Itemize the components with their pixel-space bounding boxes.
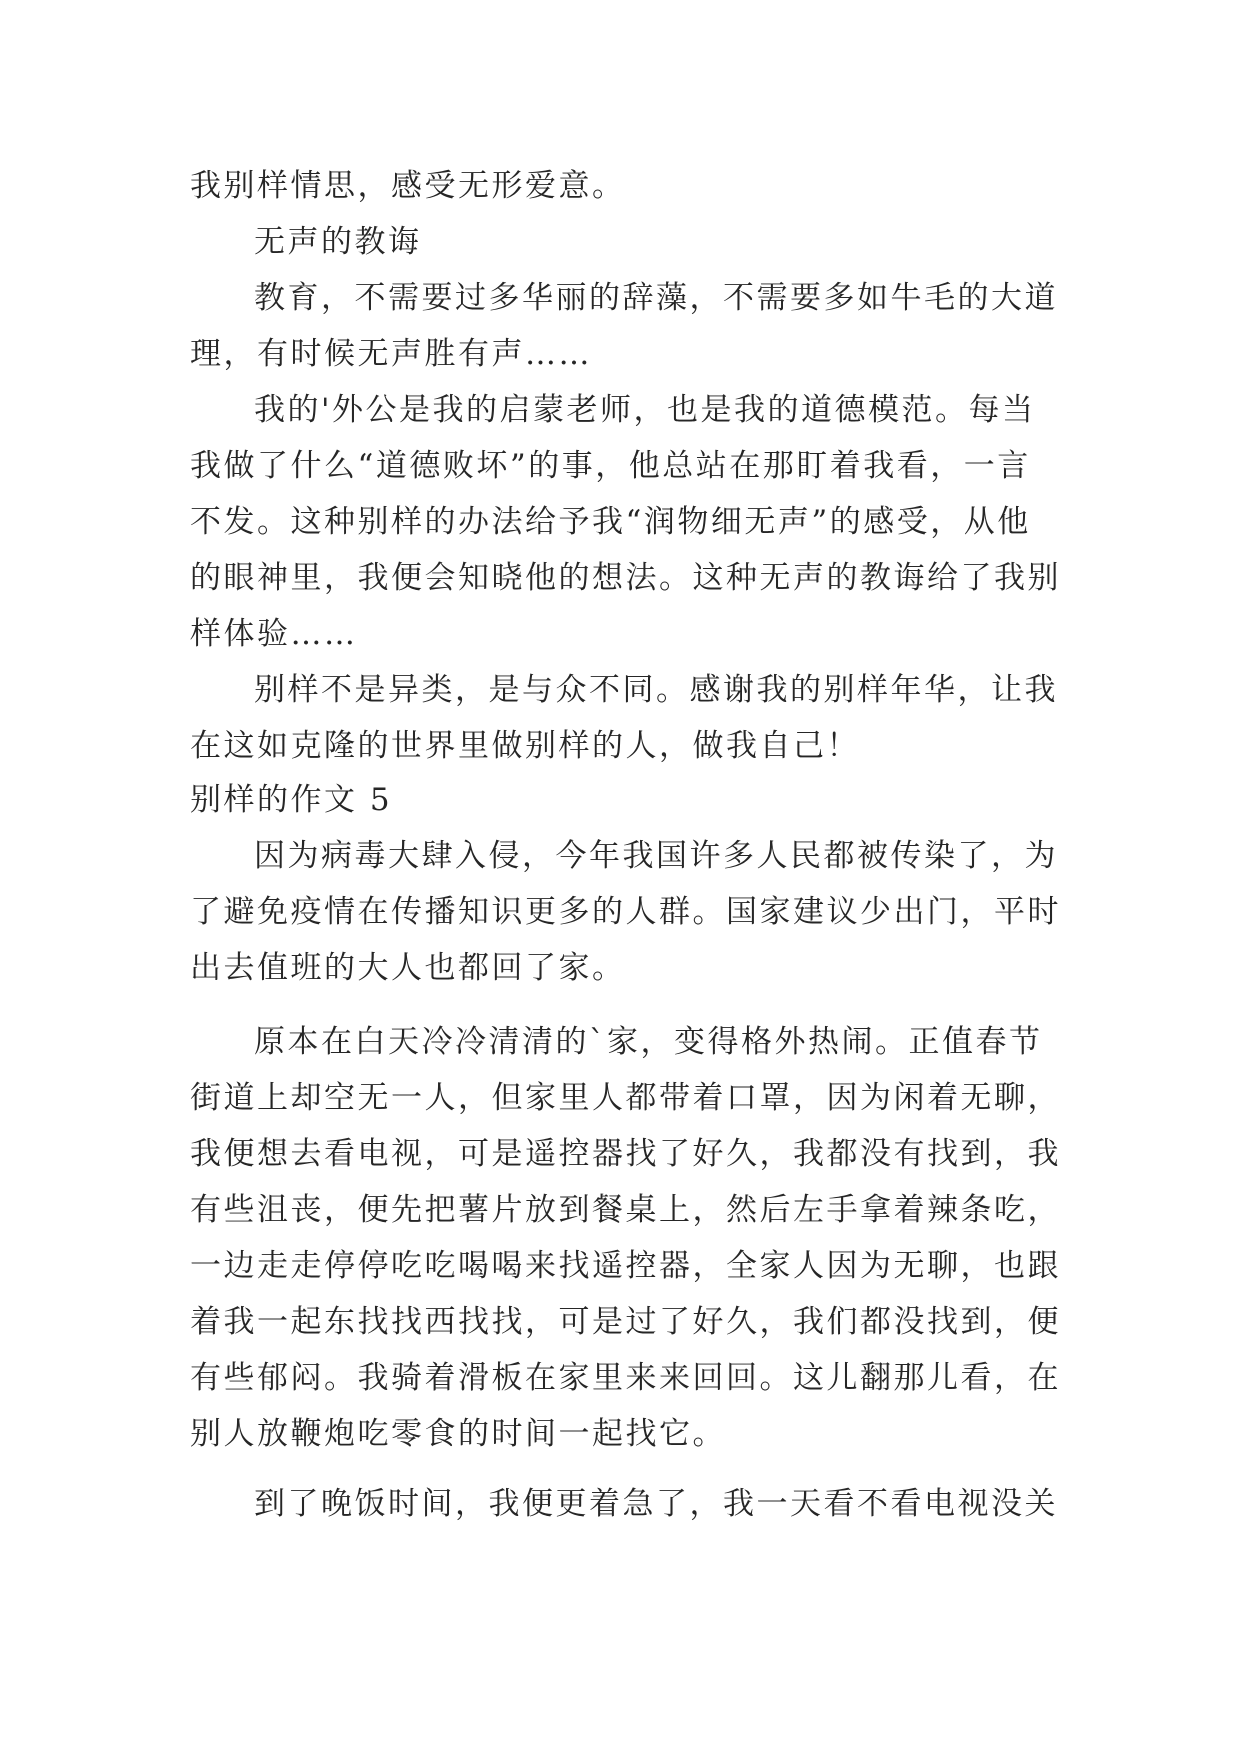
text-line: 了避免疫情在传播知识更多的人群。国家建议少出门，平时: [190, 894, 1061, 930]
text-line: 街道上却空无一人，但家里人都带着口罩，因为闲着无聊，: [190, 1080, 1061, 1116]
text-line: 样体验……: [190, 616, 358, 652]
text-line: 一边走走停停吃吃喝喝来找遥控器，全家人因为无聊，也跟: [190, 1248, 1061, 1284]
section-heading: 无声的教诲: [254, 224, 422, 260]
text-line: 出去值班的大人也都回了家。: [190, 950, 626, 986]
text-line: 不发。这种别样的办法给予我“润物细无声”的感受，从他: [190, 504, 1031, 540]
text-line: 我的'外公是我的启蒙老师，也是我的道德模范。每当: [254, 392, 1036, 428]
text-line: 着我一起东找找西找找，可是过了好久，我们都没找到，便: [190, 1304, 1061, 1340]
text-line: 我做了什么“道德败坏”的事，他总站在那盯着我看，一言: [190, 448, 1031, 484]
text-line: 我别样情思，感受无形爱意。: [190, 168, 626, 204]
text-line: 别样不是异类，是与众不同。感谢我的别样年华，让我: [254, 672, 1058, 708]
text-line: 到了晚饭时间，我便更着急了，我一天看不看电视没关: [254, 1486, 1058, 1522]
text-line: 有些郁闷。我骑着滑板在家里来来回回。这儿翻那儿看，在: [190, 1360, 1061, 1396]
text-line: 我便想去看电视，可是遥控器找了好久，我都没有找到，我: [190, 1136, 1061, 1172]
text-line: 原本在白天冷冷清清的`家，变得格外热闹。正值春节: [254, 1024, 1043, 1060]
text-line: 别人放鞭炮吃零食的时间一起找它。: [190, 1416, 726, 1452]
essay-title: 别样的作文 5: [190, 782, 393, 818]
text-line: 因为病毒大肆入侵，今年我国许多人民都被传染了，为: [254, 838, 1058, 874]
text-line: 的眼神里，我便会知晓他的想法。这种无声的教诲给了我别: [190, 560, 1061, 596]
text-line: 有些沮丧，便先把薯片放到餐桌上，然后左手拿着辣条吃，: [190, 1192, 1061, 1228]
text-line: 理，有时候无声胜有声……: [190, 336, 592, 372]
text-line: 教育，不需要过多华丽的辞藻，不需要多如牛毛的大道: [254, 280, 1058, 316]
text-line: 在这如克隆的世界里做别样的人，做我自己！: [190, 728, 860, 764]
